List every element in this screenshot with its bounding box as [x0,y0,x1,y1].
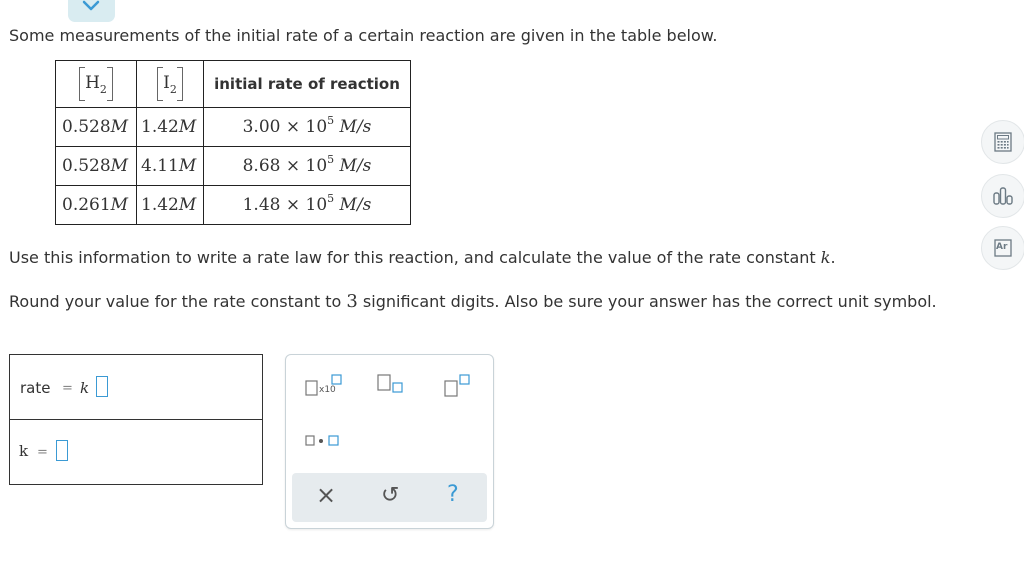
header-i2: $I_2$ [137,61,204,108]
bar-chart-icon [992,185,1014,207]
palette-action-bar [292,473,487,522]
periodic-table-button[interactable] [981,226,1024,270]
calculator-icon [992,131,1014,153]
chevron-down-icon [81,0,101,13]
k-label: k [19,442,29,460]
table-row: 0.528M 4.11M $8.68 \times 10^5$ M/s [56,147,411,186]
k-value-input[interactable] [56,440,68,461]
rate-law-answer-box [9,354,263,420]
collapse-tab[interactable] [68,0,115,22]
instruction-sig-figs: Round your value for the rate constant to 3 significant digits. Also be sure your answer has the correct unit symbol. [9,291,937,312]
calculator-button[interactable] [981,120,1024,164]
data-chart-button[interactable] [981,174,1024,218]
table-row: 0.261M 1.42M $1.48 \times 10^5$ M/s [56,186,411,225]
subscript-button[interactable] [376,373,406,399]
equals-sign: = [37,445,48,460]
help-button[interactable]: ? [447,482,459,507]
periodic-table-label: Ar [996,242,1008,252]
scientific-notation-button[interactable]: x10 [304,373,348,399]
k-value-answer-box [9,419,263,485]
header-rate: initial rate of reaction [204,61,411,108]
math-palette [285,354,494,529]
table-header-row [56,61,411,108]
superscript-button[interactable] [443,373,473,399]
clear-button[interactable]: × [316,481,337,509]
header-h2: $H_2$ [56,61,137,108]
rate-label: rate [20,379,51,397]
rate-law-input[interactable] [96,376,108,397]
rate-data-table [55,60,411,225]
intro-text: Some measurements of the initial rate of a certain reaction are given in the table below. [9,26,718,45]
equals-sign: = [62,381,73,396]
instruction-rate-law: Use this information to write a rate law for this reaction, and calculate the value of the rate constant k. [9,248,836,267]
k-symbol: k [80,379,90,397]
multiply-dot-button[interactable] [304,431,344,451]
table-row: 0.528M 1.42M $3.00 \times 10^5$ M/s [56,108,411,147]
undo-button[interactable]: ↺ [381,483,400,508]
